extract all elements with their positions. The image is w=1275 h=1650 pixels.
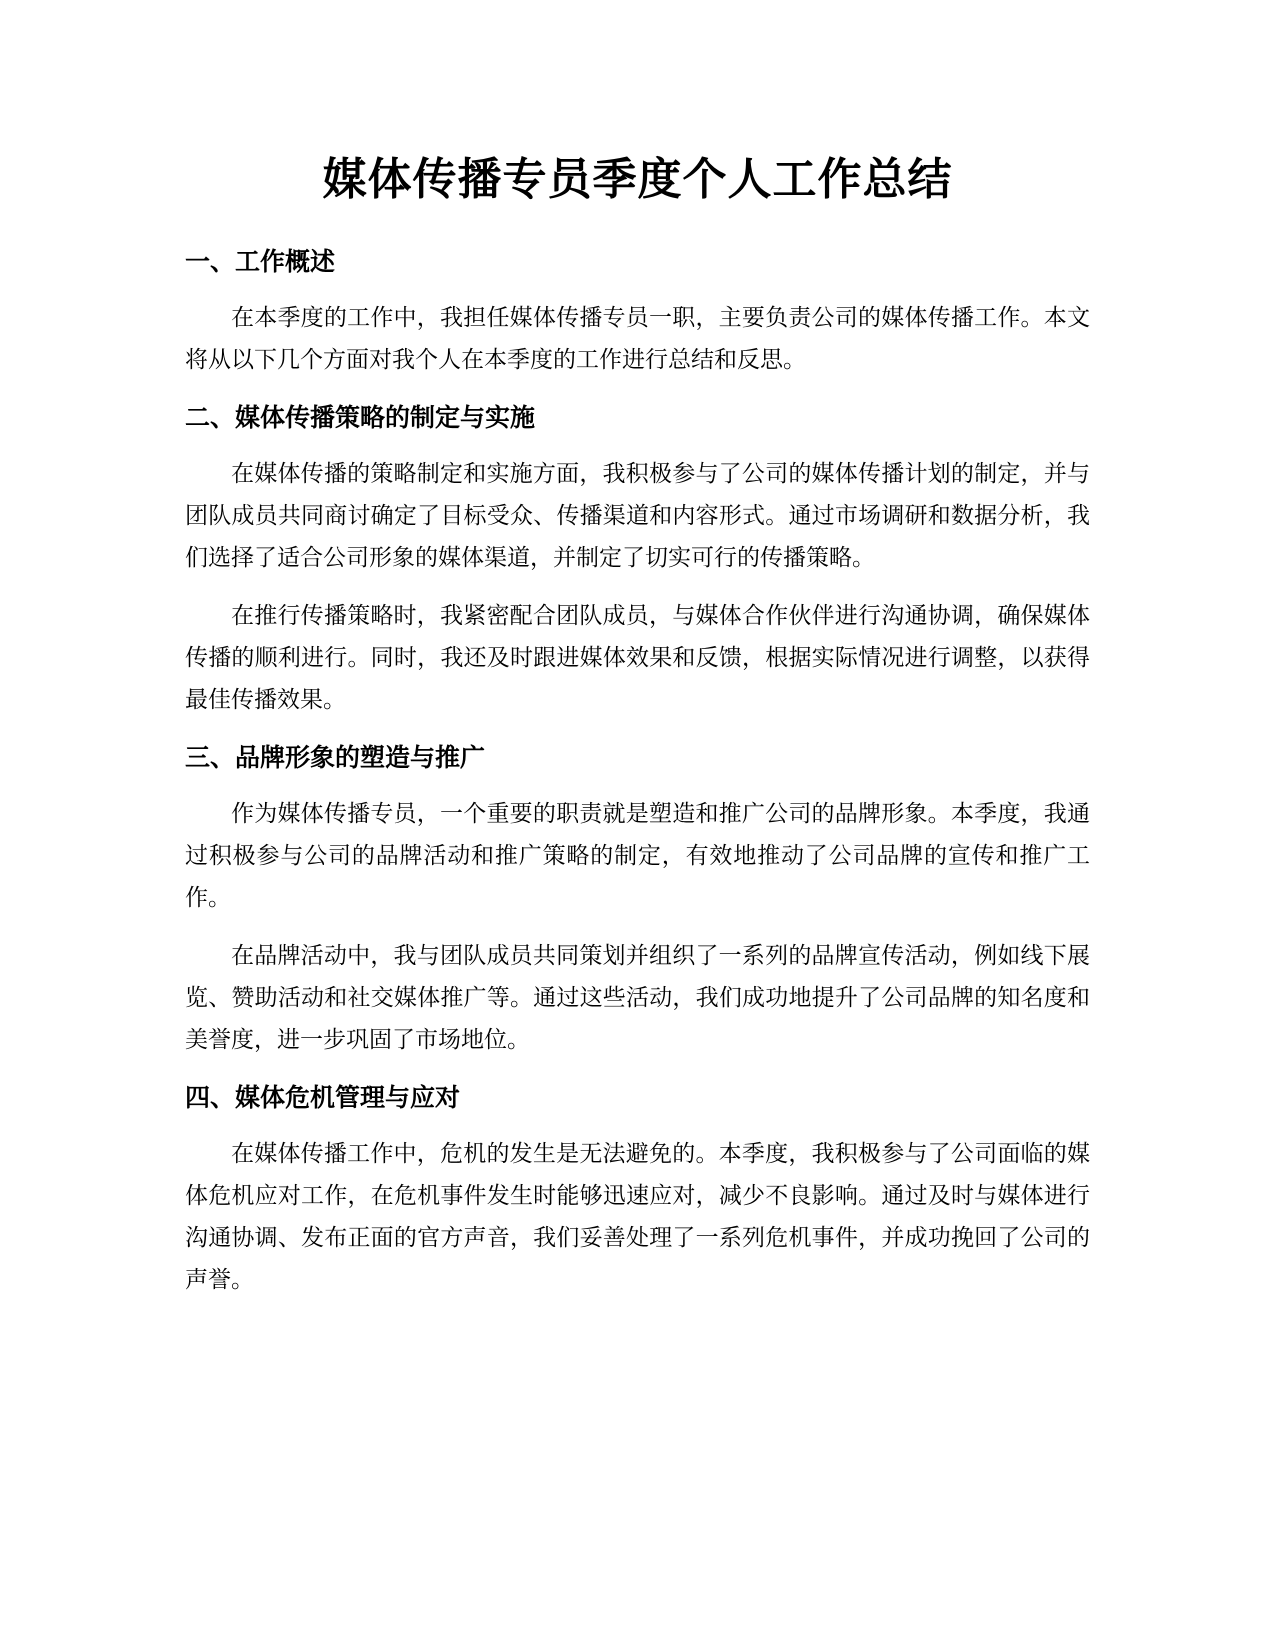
document-page xyxy=(185,150,1090,1321)
paragraph: 在推行传播策略时，我紧密配合团队成员，与媒体合作伙伴进行沟通协调，确保媒体传播的顺利进行。同时，我还及时跟进媒体效果和反馈，根据实际情况进行调整，以获得最佳传播效果。 xyxy=(185,603,1090,713)
section-overview xyxy=(185,245,1090,381)
section-heading: 二、媒体传播策略的制定与实施 xyxy=(185,403,536,432)
section-brand xyxy=(185,741,1090,1061)
section-heading: 三、品牌形象的塑造与推广 xyxy=(185,743,486,772)
section-heading: 一、工作概述 xyxy=(185,247,336,276)
section-strategy xyxy=(185,401,1090,721)
paragraph: 在品牌活动中，我与团队成员共同策划并组织了一系列的品牌宣传活动，例如线下展览、赞助活动和社交媒体推广等。通过这些活动，我们成功地提升了公司品牌的知名度和美誉度，进一步巩固了市场地位。 xyxy=(185,943,1090,1053)
document-title: 媒体传播专员季度个人工作总结 xyxy=(322,154,953,205)
paragraph: 在媒体传播的策略制定和实施方面，我积极参与了公司的媒体传播计划的制定，并与团队成员共同商讨确定了目标受众、传播渠道和内容形式。通过市场调研和数据分析，我们选择了适合公司形象的媒体渠道，并制定了切实可行的传播策略。 xyxy=(185,461,1090,571)
paragraph: 在本季度的工作中，我担任媒体传播专员一职，主要负责公司的媒体传播工作。本文将从以下几个方面对我个人在本季度的工作进行总结和反思。 xyxy=(185,305,1090,373)
section-heading: 四、媒体危机管理与应对 xyxy=(185,1083,461,1112)
paragraph: 在媒体传播工作中，危机的发生是无法避免的。本季度，我积极参与了公司面临的媒体危机应对工作，在危机事件发生时能够迅速应对，减少不良影响。通过及时与媒体进行沟通协调、发布正面的官方声音，我们妥善处理了一系列危机事件，并成功挽回了公司的声誉。 xyxy=(185,1141,1090,1293)
paragraph: 作为媒体传播专员，一个重要的职责就是塑造和推广公司的品牌形象。本季度，我通过积极参与公司的品牌活动和推广策略的制定，有效地推动了公司品牌的宣传和推广工作。 xyxy=(185,801,1090,911)
section-crisis xyxy=(185,1081,1090,1301)
